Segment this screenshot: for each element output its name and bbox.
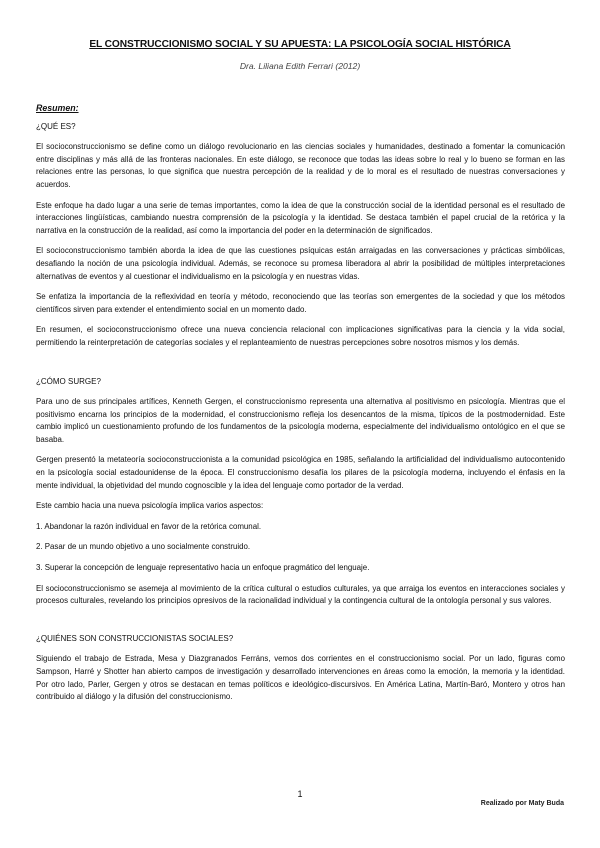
paragraph: En resumen, el socioconstruccionismo ofrece una nueva conciencia relacional con implicaciones significativas para la ciencia y la vida social, permitiendo la reinterpretación de categorías sociales y el replanteamiento de nuestras percepciones sobre nosotros mismos y los demás. <box>36 325 565 347</box>
paragraph: Este cambio hacia una nueva psicología implica varios aspectos: <box>36 501 264 511</box>
document-title: EL CONSTRUCCIONISMO SOCIAL Y SU APUESTA: LA PSICOLOGÍA SOCIAL HISTÓRICA <box>89 39 511 50</box>
section-heading-como-surge: ¿CÓMO SURGE? <box>36 376 101 386</box>
page-number: 1 <box>297 789 303 799</box>
document-author: Dra. Liliana Edith Ferrari (2012) <box>239 61 361 71</box>
paragraph: El socioconstruccionismo se define como un diálogo revolucionario en las ciencias sociales y humanidades, destinado a fomentar la comunicación entre disciplinas y más allá de las fronteras nacionales. En este diálogo, se reconoce que todas las ideas sobre lo real y lo bueno se forman en las relaciones entre las personas, lo que significa que nuestra percepción de la realidad y de lo moral es el resultado de nuestras conversaciones y acuerdos. <box>36 142 565 189</box>
list-item: 3. Superar la concepción de lenguaje representativo hacia un enfoque pragmático del lenguaje. <box>36 563 370 573</box>
paragraph: El socioconstruccionismo también aborda la idea de que las cuestiones psíquicas están arraigadas en las conversaciones y prácticas simbólicas, desafiando la noción de una psicología individual. Además, se reconoce su promesa liberadora al abrir la posibilidad de múltiples interpretaciones alternativas de eventos y al cuestionar el individualismo en la psicología y en nuestras vidas. <box>36 246 565 281</box>
paragraph: Gergen presentó la metateoría socioconstruccionista a la comunidad psicológica en 1985, señalando la artificialidad del individualismo autocontenido en la psicología social estadounidense de la época. El construccionismo desafía los pilares de la psicología moderna, incluyendo el énfasis en la mente individual, la objetividad del mundo cognoscible y la idea del lenguaje como portador de la verdad. <box>36 455 565 490</box>
document-body <box>36 102 565 712</box>
section-spacer <box>36 616 565 633</box>
paragraph: Siguiendo el trabajo de Estrada, Mesa y Diazgranados Ferráns, vemos dos corrientes en el construccionismo social. Por un lado, figuras como Sampson, Harré y Shotter han abierto campos de investigación y desarrollado intervenciones en áreas como la emoción, la memoria y la identidad. Por otro lado, Parler, Gergen y otros se destacan en temas políticos e ideológico-discursivos. En América Latina, Martín-Baró, Montero y otros han contribuido al diálogo y la difusión del construccionismo. <box>36 654 565 702</box>
paragraph: Este enfoque ha dado lugar a una serie de temas importantes, como la idea de que la construcción social de la identidad personal es el resultado de interacciones lingüísticas, cambiando nuestra comprensión de la psicología y la identidad. Se destaca también el papel crucial de la retórica y la narrativa en la construcción de la realidad, así como la importancia del poder en la determinación de significados. <box>36 200 565 235</box>
section-heading-que-es: ¿QUÉ ES? <box>36 121 76 131</box>
paragraph: Para uno de sus principales artífices, Kenneth Gergen, el construccionismo representa una alternativa al positivismo en psicología. Mientras que el positivismo encarna los principios de la modernidad, el construccionismo refleja los desencantos de la misma, típicos de la postmodernidad. Este cambio implicó un cuestionamiento profundo de los fundamentos de la psicología moderna, especialmente del individualismo ontológico en el que se basaba. <box>36 397 565 444</box>
footer-credit: Realizado por Maty Buda <box>480 800 564 807</box>
paragraph: Se enfatiza la importancia de la reflexividad en teoría y método, reconociendo que las teorías son emergentes de la sociedad y que los métodos científicos sirven para extender el entendimiento social en un momento dado. <box>36 292 565 314</box>
list-item: 1. Abandonar la razón individual en favor de la retórica comunal. <box>36 521 262 531</box>
abstract-label: Resumen: <box>36 103 79 113</box>
section-heading-quienes: ¿QUIÉNES SON CONSTRUCCIONISTAS SOCIALES? <box>36 633 234 643</box>
list-item: 2. Pasar de un mundo objetivo a uno socialmente construido. <box>36 542 251 552</box>
paragraph: El socioconstruccionismo se asemeja al movimiento de la crítica cultural o estudios culturales, ya que arraiga los eventos en interacciones sociales y procesos culturales, revelando los principios opresivos de la racionalidad individual y la contingencia cultural de la ontología personal y sus valores. <box>36 583 565 606</box>
section-spacer <box>36 358 565 376</box>
